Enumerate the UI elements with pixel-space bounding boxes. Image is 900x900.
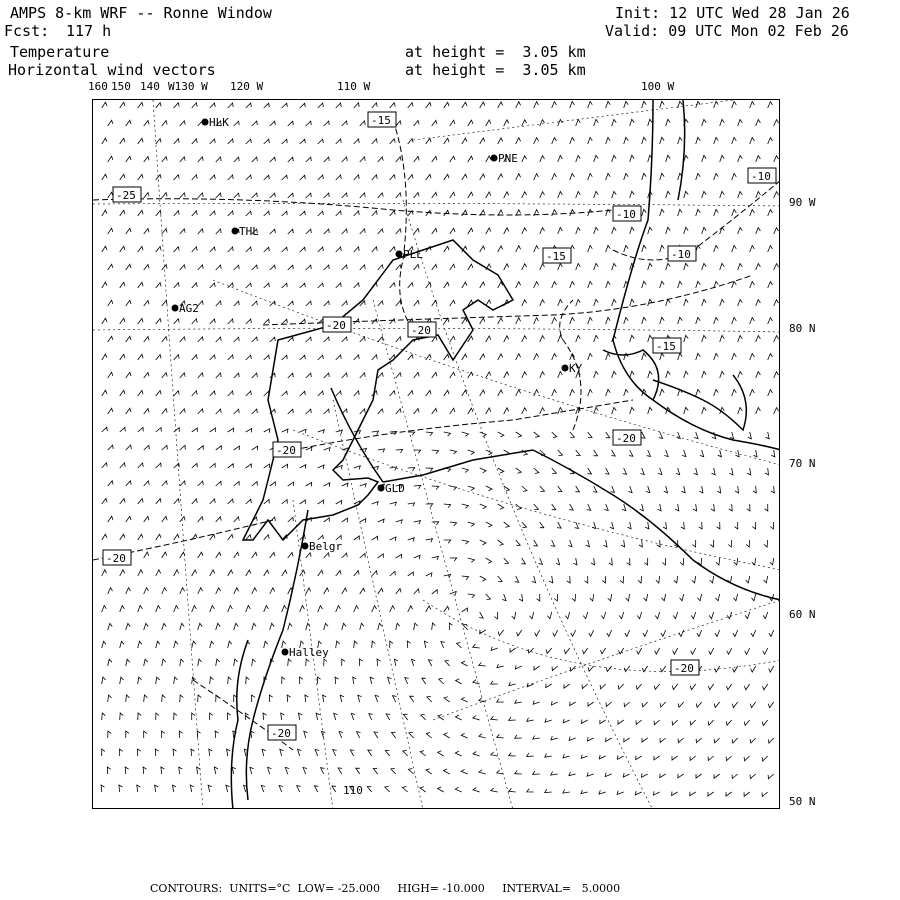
lon-label-150: 150 (111, 80, 131, 93)
valid-time: Valid: 09 UTC Mon 02 Feb 26 (605, 22, 849, 40)
lat-lon-grid (93, 100, 780, 809)
map-canvas (93, 100, 780, 809)
map-panel (92, 99, 780, 809)
contour-label-text: -20 (271, 727, 291, 740)
contour-labels (103, 112, 776, 797)
plot-title: AMPS 8-km WRF -- Ronne Window (10, 4, 272, 22)
station-marker-hlk (202, 119, 209, 126)
station-marker-ky (562, 365, 569, 372)
station-marker-pne (491, 155, 498, 162)
lat-label-90: 90 W (789, 196, 816, 209)
station-markers (172, 116, 583, 659)
lat-label-60: 60 N (789, 608, 816, 621)
station-marker-belgr (302, 543, 309, 550)
contour-label-text: -25 (116, 189, 136, 202)
contour-legend: CONTOURS: UNITS=°C LOW= -25.000 HIGH= -10.000 INTERVAL= 5.0000 (150, 882, 621, 895)
lat-line-90 (93, 203, 780, 206)
lat-label-80: 80 N (789, 322, 816, 335)
station-label-ky: KY (569, 362, 583, 375)
height-label-1: at height = 3.05 km (405, 43, 586, 61)
contour-label-text: -10 (671, 248, 691, 261)
field-temperature: Temperature (10, 43, 110, 61)
contour-label-text: -10 (616, 208, 636, 221)
lon-label-130: W130 W (168, 80, 208, 93)
forecast-label: Fcst: (4, 22, 50, 40)
station-label-belgr: Belgr (309, 540, 343, 553)
lon-label-110: 110 W (337, 80, 371, 93)
contour-label-text: -20 (326, 319, 346, 332)
contour-label-text: -20 (616, 432, 636, 445)
station-marker-ag2 (172, 305, 179, 312)
station-label-hlk: HLK (209, 116, 229, 129)
station-label-pne: PNE (498, 152, 518, 165)
station-label-ag2: AG2 (179, 302, 199, 315)
contour-label-text: -10 (751, 170, 771, 183)
contour-label-text: -15 (371, 114, 391, 127)
station-marker-thl (232, 228, 239, 235)
field-wind-vectors: Horizontal wind vectors (8, 61, 216, 79)
coastlines (231, 100, 780, 809)
station-label-thl: THL (239, 225, 259, 238)
station-marker-pll (396, 251, 403, 258)
height-label-2: at height = 3.05 km (405, 61, 586, 79)
meridian-label-bottom: 110 (343, 784, 363, 797)
lon-label-120: 120 W (230, 80, 264, 93)
station-label-halley: Halley (289, 646, 329, 659)
lon-label-160: 160 (88, 80, 108, 93)
contour-label-text: -15 (546, 250, 566, 263)
station-marker-gld (378, 485, 385, 492)
lon-label-100: 100 W (641, 80, 675, 93)
station-marker-halley (282, 649, 289, 656)
lon-label-140: 140 (140, 80, 160, 93)
wind-vector-field (101, 101, 778, 796)
contour-label-text: -20 (411, 324, 431, 337)
lat-label-50: 50 N (789, 795, 816, 808)
lat-label-70: 70 N (789, 457, 816, 470)
temperature-contours (93, 120, 780, 750)
contour-label-text: -15 (656, 340, 676, 353)
forecast-hours: 117 h (66, 22, 112, 40)
contour-label-text: -20 (106, 552, 126, 565)
contour-label-text: -20 (674, 662, 694, 675)
wind-barbs (101, 101, 778, 796)
contour-label-text: -20 (276, 444, 296, 457)
init-time: Init: 12 UTC Wed 28 Jan 26 (615, 4, 850, 22)
station-label-pll: PLL (403, 248, 423, 261)
station-label-gld: GLD (385, 482, 405, 495)
